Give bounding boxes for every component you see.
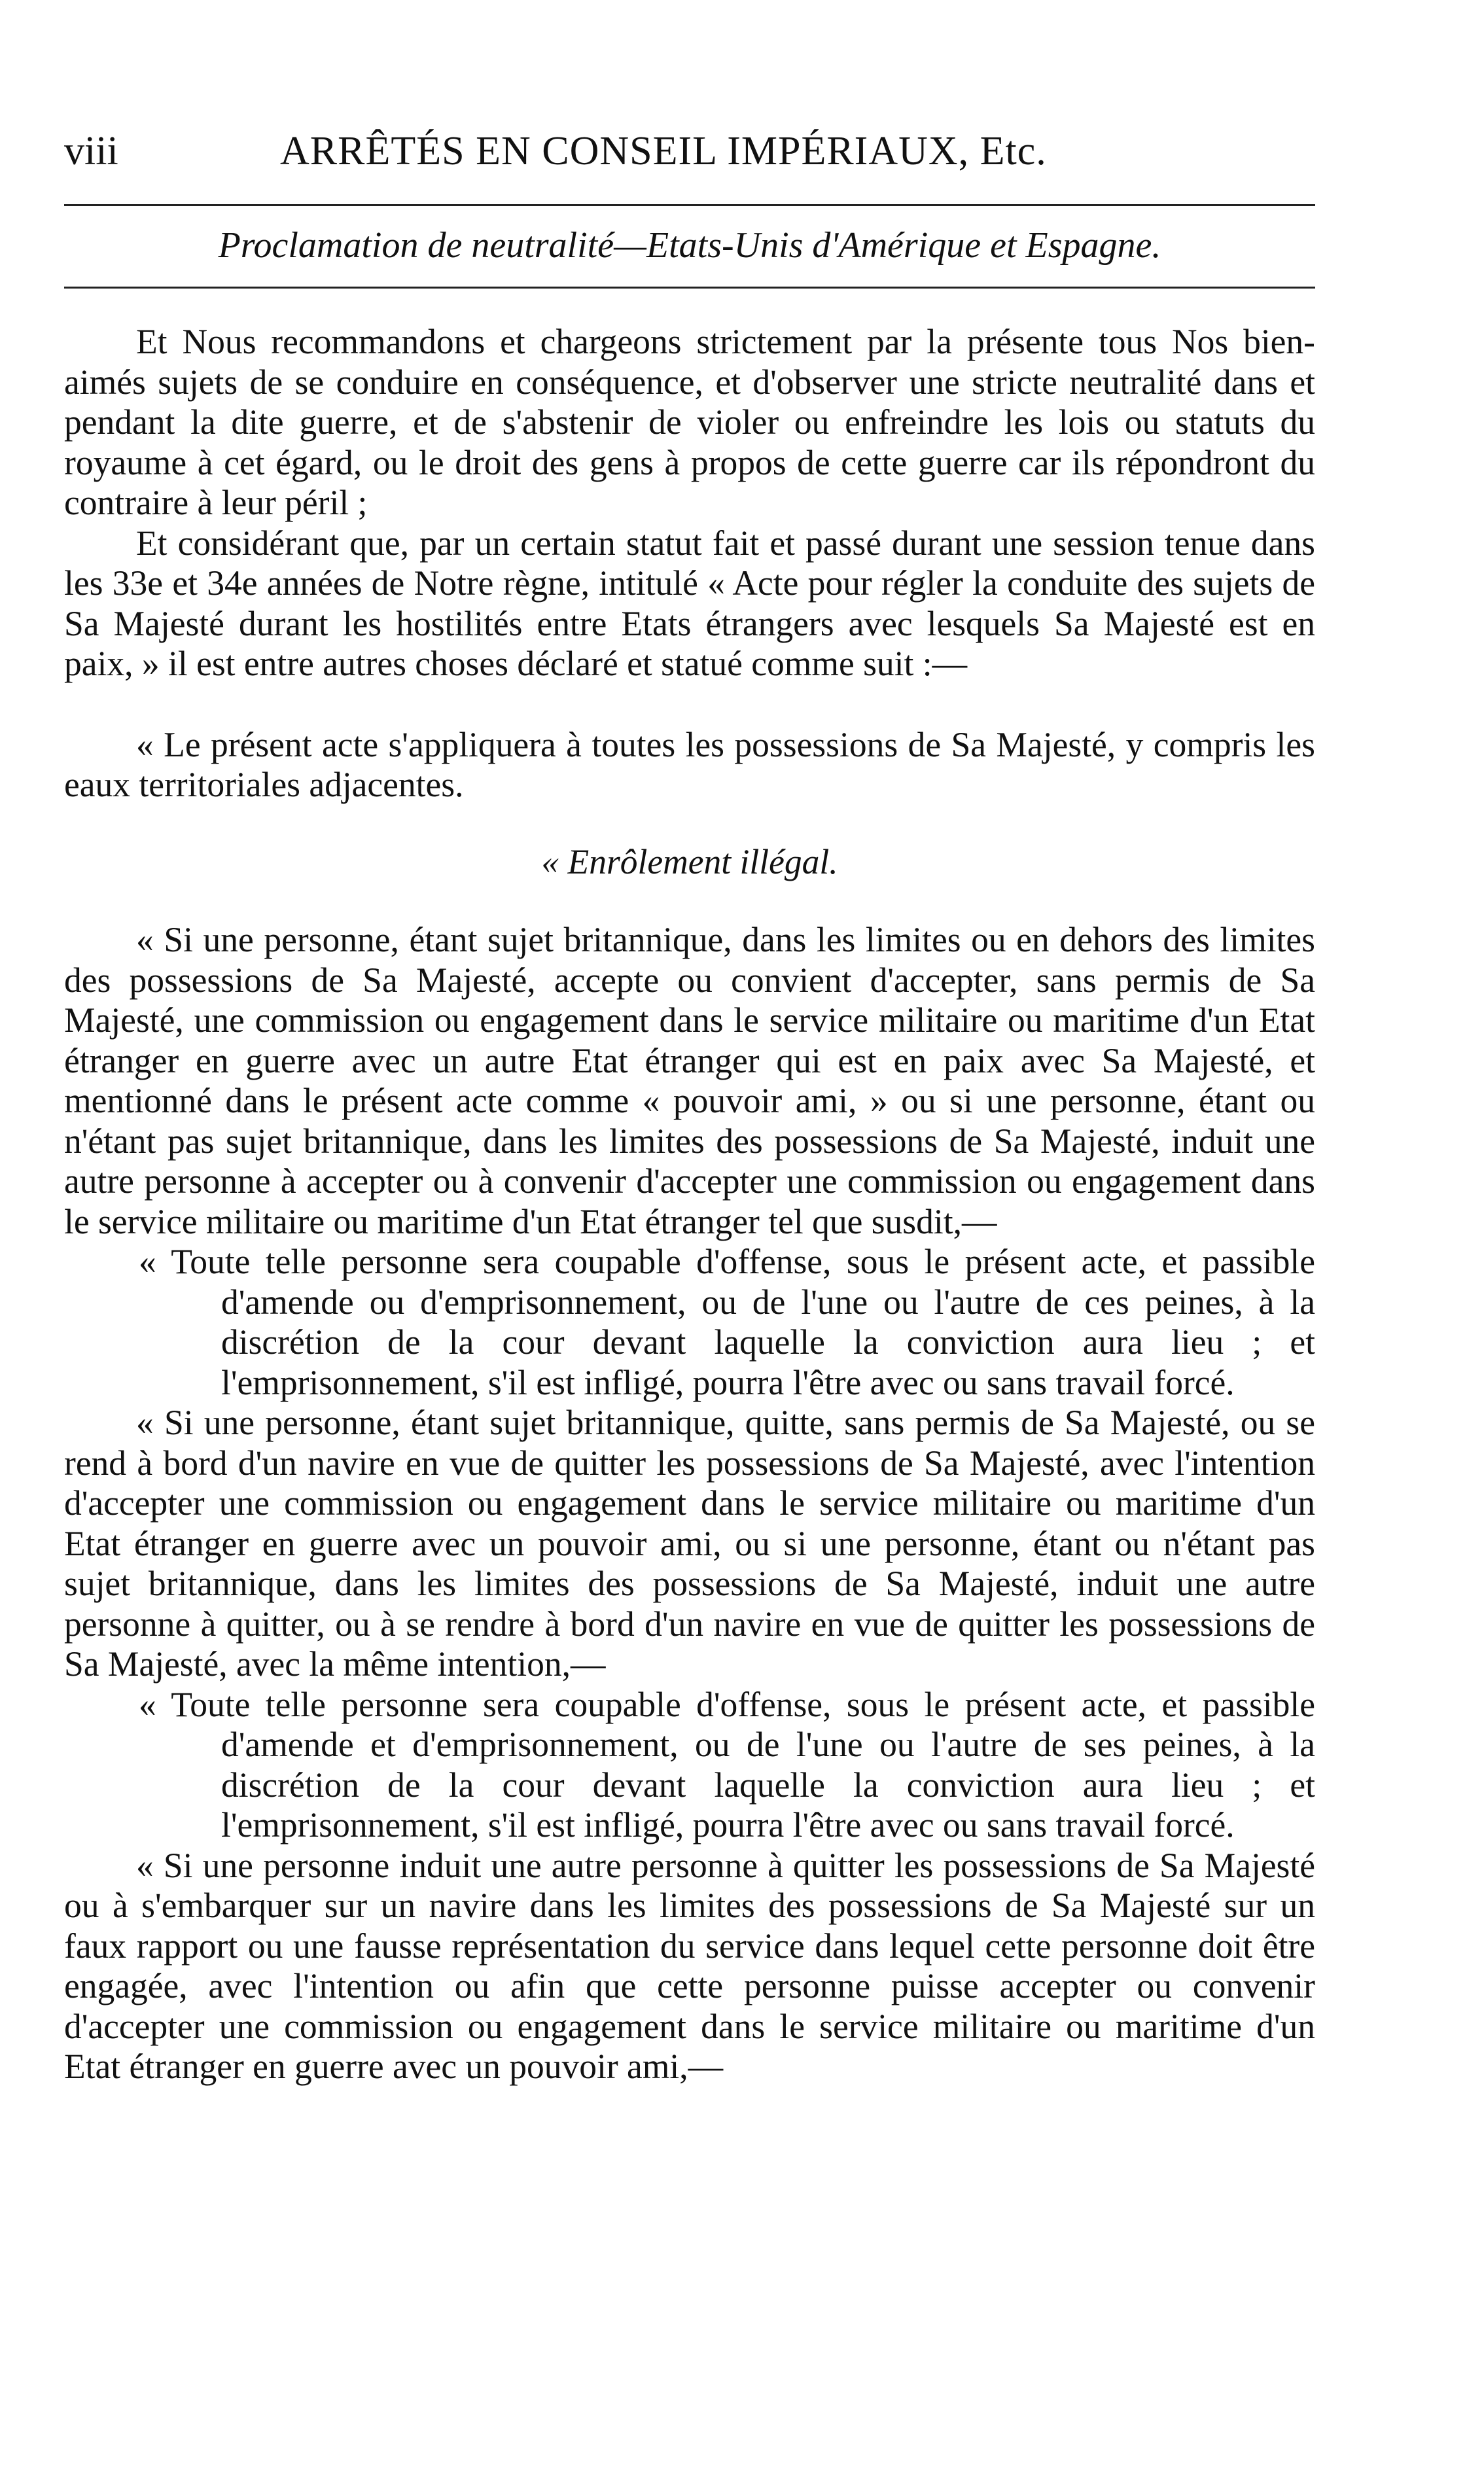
spacer [64,805,1315,842]
page-number: viii [64,129,118,173]
section-subtitle: Proclamation de neutralité—Etats-Unis d'Amérique et Espagne. [218,225,1161,266]
top-rule [64,204,1315,206]
section-heading: « Enrôlement illégal. [541,841,838,881]
paragraph: Et Nous recommandons et chargeons strictement par la présente tous Nos bien-aimés sujets de se conduire en conséquence, et d'observer une stricte neutralité dans et pendant la dite guerre, et de s'abstenir de violer ou enfreindre les lois ou statuts du royaume à cet égard, ou le droit des gens à propos de cette guerre car ils répondront du contraire à leur péril ; [64,322,1315,522]
document-body [64,322,1315,2087]
paragraph-quote: « Le présent acte s'appliquera à toutes les possessions de Sa Majesté, y compris les eaux territoriales adjacentes. [64,724,1315,804]
paragraph-quote: « Si une personne induit une autre personne à quitter les possessions de Sa Majesté ou à s'embarquer sur un navire dans les limites des possessions de Sa Majesté sur un faux rapport ou une fausse représentation du service dans lequel cette personne doit être engagée, avec l'intention ou afin que cette personne puisse accepter ou convenir d'accepter une commission ou engagement dans le service militaire ou maritime d'un Etat étranger en guerre avec un pouvoir ami,— [64,1845,1315,2086]
bottom-rule [64,287,1315,289]
spacer [64,684,1315,725]
paragraph-penalty: « Toute telle personne sera coupable d'offense, sous le présent acte, et passible d'amende ou d'emprisonnement, ou de l'une ou l'autre de ces peines, à la discrétion de la cour devant laquelle la conviction aura lieu ; et l'emprisonnement, s'il est infligé, pourra l'être avec ou sans travail forcé. [139,1242,1315,1402]
page-header [64,128,1315,174]
paragraph-quote: « Si une personne, étant sujet britannique, dans les limites ou en dehors des limites des possessions de Sa Majesté, accepte ou convient d'accepter, sans permis de Sa Majesté, une commission ou engagement dans le service militaire ou maritime d'un Etat étranger en guerre avec un autre Etat étranger qui est en paix avec Sa Majesté, et mentionné dans le présent acte comme « pouvoir ami, » ou si une personne, étant ou n'étant pas sujet britannique, dans les limites des possessions de Sa Majesté, induit une autre personne à accepter ou à convenir d'accepter une commission ou engagement dans le service militaire ou maritime d'un Etat étranger tel que susdit,— [64,920,1315,1241]
spacer [64,882,1315,920]
paragraph-penalty: « Toute telle personne sera coupable d'offense, sous le présent acte, et passible d'amende et d'emprisonnement, ou de l'une ou l'autre de ses peines, à la discrétion de la cour devant laquelle la conviction aura lieu ; et l'emprisonnement, s'il est infligé, pourra l'être avec ou sans travail forcé. [139,1684,1315,1845]
paragraph-quote: « Si une personne, étant sujet britannique, quitte, sans permis de Sa Majesté, ou se rend à bord d'un navire en vue de quitter les possessions de Sa Majesté, avec l'intention d'accepter une commission ou engagement dans le service militaire ou maritime d'un Etat étranger en guerre avec un pouvoir ami, ou si une personne, étant ou n'étant pas sujet britannique, dans les limites des possessions de Sa Majesté, induit une autre personne à quitter, ou à se rendre à bord d'un navire en vue de quitter les possessions de Sa Majesté, avec la même intention,— [64,1403,1315,1684]
paragraph: Et considérant que, par un certain statut fait et passé durant une session tenue dans les 33e et 34e années de Notre règne, intitulé « Acte pour régler la conduite des sujets de Sa Majesté durant les hostilités entre Etats étrangers avec lesquels Sa Majesté est en paix, » il est entre autres choses déclaré et statué comme suit :— [64,523,1315,683]
running-title: ARRÊTÉS EN CONSEIL IMPÉRIAUX, Etc. [280,129,1047,173]
